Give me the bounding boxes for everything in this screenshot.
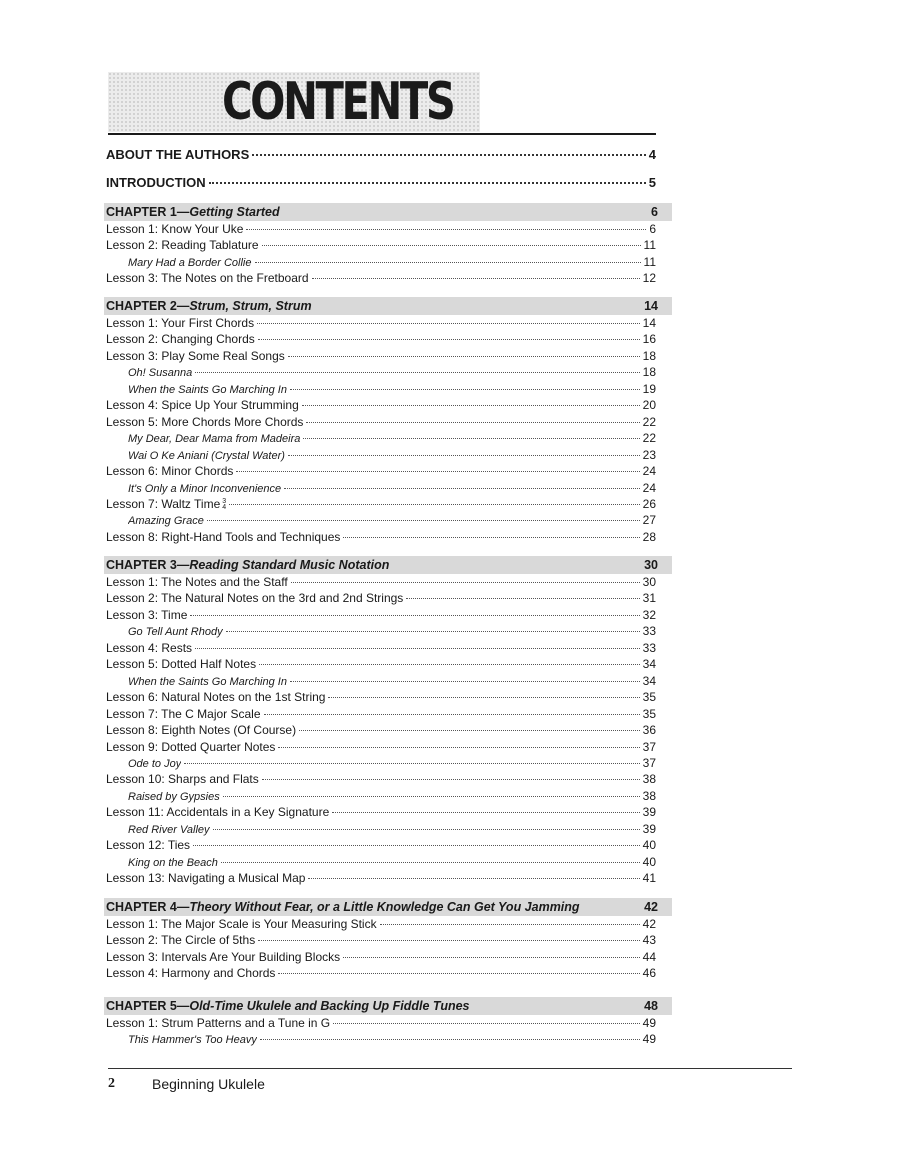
dot-leader bbox=[302, 405, 640, 406]
page-number: 37 bbox=[642, 739, 656, 754]
dot-leader bbox=[258, 339, 640, 340]
dot-leader bbox=[246, 229, 646, 230]
dot-leader bbox=[343, 537, 639, 538]
song-entry bbox=[128, 511, 656, 529]
page-number: 24 bbox=[642, 480, 656, 495]
dot-leader bbox=[229, 504, 639, 505]
song-entry bbox=[128, 429, 656, 447]
song-entry bbox=[128, 622, 656, 640]
dot-leader bbox=[264, 714, 640, 715]
chapter-prefix: CHAPTER 5— bbox=[106, 999, 190, 1013]
page-number: 39 bbox=[642, 805, 656, 820]
page-number: 30 bbox=[642, 575, 656, 589]
page-number: 35 bbox=[642, 690, 656, 705]
dot-leader bbox=[259, 664, 640, 665]
dot-leader bbox=[195, 648, 640, 649]
chapter-title bbox=[106, 203, 280, 221]
entry-label: My Dear, Dear Mama from Madeira bbox=[128, 433, 301, 446]
dot-leader bbox=[306, 422, 639, 423]
dot-leader bbox=[278, 973, 639, 974]
page-number: 33 bbox=[642, 624, 656, 639]
page-number: 6 bbox=[649, 222, 656, 236]
lesson-entry bbox=[106, 220, 656, 238]
lesson-entry bbox=[106, 396, 656, 414]
chapter-title bbox=[106, 297, 312, 315]
chapter-prefix: CHAPTER 3— bbox=[106, 558, 190, 572]
song-entry bbox=[128, 363, 656, 381]
entry-label: When the Saints Go Marching In bbox=[128, 383, 287, 396]
dot-leader bbox=[195, 372, 639, 373]
lesson-entry bbox=[106, 964, 656, 982]
lesson-entry bbox=[106, 413, 656, 431]
page-number: 49 bbox=[642, 1016, 656, 1030]
entry-label: Lesson 1: The Major Scale is Your Measuring Stick bbox=[106, 917, 377, 931]
dot-leader bbox=[193, 845, 640, 846]
page-number: 46 bbox=[642, 966, 656, 981]
song-entry bbox=[128, 1030, 656, 1048]
chapter-name: Theory Without Fear, or a Little Knowledge Can Get You Jamming bbox=[189, 900, 580, 914]
page-number: 40 bbox=[642, 854, 656, 869]
chapter-prefix: CHAPTER 1— bbox=[106, 205, 190, 219]
page-number: 44 bbox=[642, 949, 656, 964]
chapter-heading bbox=[104, 556, 672, 574]
entry-label: Lesson 1: The Notes and the Staff bbox=[106, 575, 288, 589]
entry-label: Lesson 5: More Chords More Chords bbox=[106, 414, 304, 429]
dot-leader bbox=[328, 697, 639, 698]
dot-leader bbox=[312, 278, 640, 279]
page-number: 32 bbox=[642, 607, 656, 622]
lesson-entry bbox=[106, 705, 656, 723]
dot-leader bbox=[223, 796, 640, 797]
entry-label: Lesson 6: Natural Notes on the 1st String bbox=[106, 690, 326, 705]
chapter-name: Old-Time Ukulele and Backing Up Fiddle Tunes bbox=[189, 999, 470, 1013]
page-number: 43 bbox=[642, 933, 656, 948]
entry-label: Mary Had a Border Collie bbox=[128, 256, 252, 269]
page-number: 22 bbox=[642, 414, 656, 429]
entry-label: Go Tell Aunt Rhody bbox=[128, 626, 223, 639]
lesson-entry bbox=[106, 589, 656, 607]
page-number: 14 bbox=[644, 299, 658, 313]
page-number: 11 bbox=[643, 254, 656, 269]
entry-label: Lesson 4: Spice Up Your Strumming bbox=[106, 398, 299, 413]
lesson-entry bbox=[106, 1014, 656, 1032]
page-number: 16 bbox=[642, 332, 656, 347]
dot-leader bbox=[299, 730, 640, 731]
page-number: 38 bbox=[642, 788, 656, 803]
entry-label: Lesson 8: Eighth Notes (Of Course) bbox=[106, 723, 297, 738]
page-number: 12 bbox=[642, 271, 656, 286]
entry-label: Lesson 2: Reading Tablature bbox=[106, 238, 259, 253]
lesson-entry bbox=[106, 314, 656, 332]
lesson-entry bbox=[106, 269, 656, 287]
entry-label: Lesson 2: The Natural Notes on the 3rd and 2nd Strings bbox=[106, 591, 404, 606]
lesson-entry bbox=[106, 347, 656, 365]
lesson-entry bbox=[106, 770, 656, 788]
dot-leader bbox=[190, 615, 639, 616]
dot-leader bbox=[255, 262, 641, 263]
entry-label: Lesson 13: Navigating a Musical Map bbox=[106, 871, 306, 886]
song-entry bbox=[128, 380, 656, 398]
dot-leader bbox=[221, 862, 640, 863]
page-number: 49 bbox=[642, 1032, 656, 1047]
lesson-entry bbox=[106, 495, 656, 513]
page-number: 14 bbox=[642, 316, 656, 330]
page-number: 11 bbox=[643, 238, 656, 253]
dot-leader bbox=[291, 582, 640, 583]
page-number: 33 bbox=[642, 640, 656, 655]
dot-leader bbox=[343, 957, 640, 958]
running-footer-title: Beginning Ukulele bbox=[152, 1076, 265, 1092]
dot-leader bbox=[262, 245, 641, 246]
entry-label: Lesson 3: Time bbox=[106, 607, 188, 622]
lesson-entry bbox=[106, 462, 656, 480]
dot-leader bbox=[333, 1023, 640, 1024]
chapter-heading bbox=[104, 203, 672, 221]
entry-label: Red River Valley bbox=[128, 823, 210, 836]
dot-leader bbox=[236, 471, 639, 472]
title-rule bbox=[108, 133, 656, 135]
page-number: 4 bbox=[648, 147, 656, 162]
entry-label: Lesson 12: Ties bbox=[106, 838, 191, 853]
lesson-entry bbox=[106, 803, 656, 821]
dot-leader bbox=[303, 438, 639, 439]
page-number: 34 bbox=[642, 673, 656, 688]
dot-leader bbox=[257, 323, 640, 324]
page-number: 19 bbox=[642, 381, 656, 396]
lesson-entry bbox=[106, 688, 656, 706]
chapter-title bbox=[106, 997, 470, 1015]
entry-label: Lesson 5: Dotted Half Notes bbox=[106, 657, 257, 672]
entry-label: Wai O Ke Aniani (Crystal Water) bbox=[128, 449, 285, 462]
entry-label: King on the Beach bbox=[128, 856, 218, 869]
entry-label: Lesson 4: Harmony and Chords bbox=[106, 966, 276, 981]
chapter-heading bbox=[104, 997, 672, 1015]
page-number: 18 bbox=[642, 365, 656, 380]
lesson-entry bbox=[106, 915, 656, 933]
page-number: 35 bbox=[642, 706, 656, 721]
page-number: 26 bbox=[642, 496, 656, 511]
lesson-entry bbox=[106, 948, 656, 966]
entry-label: ABOUT THE AUTHORS bbox=[106, 147, 250, 162]
page-number: 48 bbox=[644, 999, 658, 1013]
entry-label: Lesson 10: Sharps and Flats bbox=[106, 772, 259, 787]
page-number: 28 bbox=[642, 529, 656, 544]
dot-leader bbox=[284, 488, 640, 489]
footer-rule bbox=[108, 1068, 792, 1069]
song-entry bbox=[128, 820, 656, 838]
lesson-entry bbox=[106, 836, 656, 854]
entry-label: Oh! Susanna bbox=[128, 367, 193, 380]
dot-leader bbox=[252, 154, 646, 156]
entry-label: Lesson 1: Your First Chords bbox=[106, 316, 255, 330]
entry-label: Ode to Joy bbox=[128, 757, 182, 770]
entry-label: Lesson 9: Dotted Quarter Notes bbox=[106, 739, 276, 754]
song-entry bbox=[128, 253, 656, 271]
entry-label: It's Only a Minor Inconvenience bbox=[128, 482, 282, 495]
dot-leader bbox=[288, 455, 640, 456]
page-number: 37 bbox=[642, 755, 656, 770]
entry-label: Lesson 1: Strum Patterns and a Tune in G bbox=[106, 1016, 331, 1030]
song-entry bbox=[128, 446, 656, 464]
page-number: 40 bbox=[642, 838, 656, 853]
chapter-name: Getting Started bbox=[189, 205, 280, 219]
dot-leader bbox=[380, 924, 640, 925]
entry-label: Lesson 2: The Circle of 5ths bbox=[106, 933, 256, 948]
lesson-entry bbox=[106, 330, 656, 348]
entry-label: INTRODUCTION bbox=[106, 175, 206, 190]
chapter-title bbox=[106, 898, 580, 916]
chapter-name: Reading Standard Music Notation bbox=[189, 558, 390, 572]
page-number: 41 bbox=[642, 871, 656, 886]
page-number: 5 bbox=[648, 175, 656, 190]
entry-label: Lesson 1: Know Your Uke bbox=[106, 222, 244, 236]
chapter-heading bbox=[104, 297, 672, 315]
chapter-name: Strum, Strum, Strum bbox=[189, 299, 312, 313]
entry-label: Lesson 8: Right-Hand Tools and Techniques bbox=[106, 529, 341, 544]
chapter-prefix: CHAPTER 2— bbox=[106, 299, 190, 313]
dot-leader bbox=[290, 389, 640, 390]
page-number: 27 bbox=[642, 513, 656, 528]
dot-leader bbox=[209, 182, 646, 184]
page-number: 34 bbox=[642, 657, 656, 672]
entry-label: Lesson 4: Rests bbox=[106, 640, 193, 655]
entry-label: Lesson 3: The Notes on the Fretboard bbox=[106, 271, 309, 286]
page-number: 31 bbox=[642, 591, 656, 606]
entry-label: Lesson 6: Minor Chords bbox=[106, 464, 234, 479]
front-matter-item bbox=[106, 146, 656, 164]
lesson-entry bbox=[106, 528, 656, 546]
dot-leader bbox=[262, 779, 640, 780]
lesson-entry bbox=[106, 721, 656, 739]
entry-label: Amazing Grace bbox=[128, 515, 204, 528]
page-number: 24 bbox=[642, 464, 656, 479]
entry-label: Lesson 2: Changing Chords bbox=[106, 332, 255, 347]
lesson-entry bbox=[106, 931, 656, 949]
dot-leader bbox=[207, 520, 640, 521]
dot-leader bbox=[213, 829, 640, 830]
page-number: 18 bbox=[642, 348, 656, 363]
dot-leader bbox=[308, 878, 639, 879]
song-entry bbox=[128, 853, 656, 871]
lesson-entry bbox=[106, 869, 656, 887]
entry-label: This Hammer's Too Heavy bbox=[128, 1034, 257, 1047]
page-number: 42 bbox=[644, 900, 658, 914]
page-number: 36 bbox=[642, 723, 656, 738]
entry-label: Lesson 7: Waltz Time 3 4 bbox=[106, 496, 227, 511]
entry-label: Lesson 7: The C Major Scale bbox=[106, 706, 261, 721]
dot-leader bbox=[332, 812, 639, 813]
chapter-prefix: CHAPTER 4— bbox=[106, 900, 190, 914]
page-number: 22 bbox=[642, 431, 656, 446]
page-number: 30 bbox=[644, 558, 658, 572]
lesson-entry bbox=[106, 655, 656, 673]
page-number: 23 bbox=[642, 447, 656, 462]
song-entry bbox=[128, 754, 656, 772]
dot-leader bbox=[288, 356, 640, 357]
dot-leader bbox=[260, 1039, 640, 1040]
page-number: 39 bbox=[642, 821, 656, 836]
chapter-heading bbox=[104, 898, 672, 916]
entry-label: Raised by Gypsies bbox=[128, 790, 220, 803]
page-number: 6 bbox=[651, 205, 658, 219]
page-number: 2 bbox=[108, 1076, 115, 1091]
lesson-entry bbox=[106, 639, 656, 657]
page-title: CONTENTS bbox=[222, 72, 454, 132]
dot-leader bbox=[278, 747, 639, 748]
entry-label: When the Saints Go Marching In bbox=[128, 675, 287, 688]
chapter-title bbox=[106, 556, 389, 574]
lesson-entry bbox=[106, 606, 656, 624]
song-entry bbox=[128, 672, 656, 690]
page-number: 42 bbox=[642, 917, 656, 931]
lesson-entry bbox=[106, 236, 656, 254]
lesson-entry bbox=[106, 738, 656, 756]
dot-leader bbox=[406, 598, 639, 599]
entry-label: Lesson 11: Accidentals in a Key Signature bbox=[106, 805, 330, 820]
time-signature: 3 4 bbox=[222, 497, 227, 511]
dot-leader bbox=[290, 681, 640, 682]
song-entry bbox=[128, 479, 656, 497]
dot-leader bbox=[258, 940, 639, 941]
song-entry bbox=[128, 787, 656, 805]
dot-leader bbox=[226, 631, 640, 632]
page-number: 38 bbox=[642, 772, 656, 787]
entry-label: Lesson 3: Intervals Are Your Building Blocks bbox=[106, 949, 341, 964]
entry-label: Lesson 3: Play Some Real Songs bbox=[106, 348, 285, 363]
front-matter-item bbox=[106, 174, 656, 192]
dot-leader bbox=[184, 763, 639, 764]
lesson-entry bbox=[106, 573, 656, 591]
page-number: 20 bbox=[642, 398, 656, 413]
